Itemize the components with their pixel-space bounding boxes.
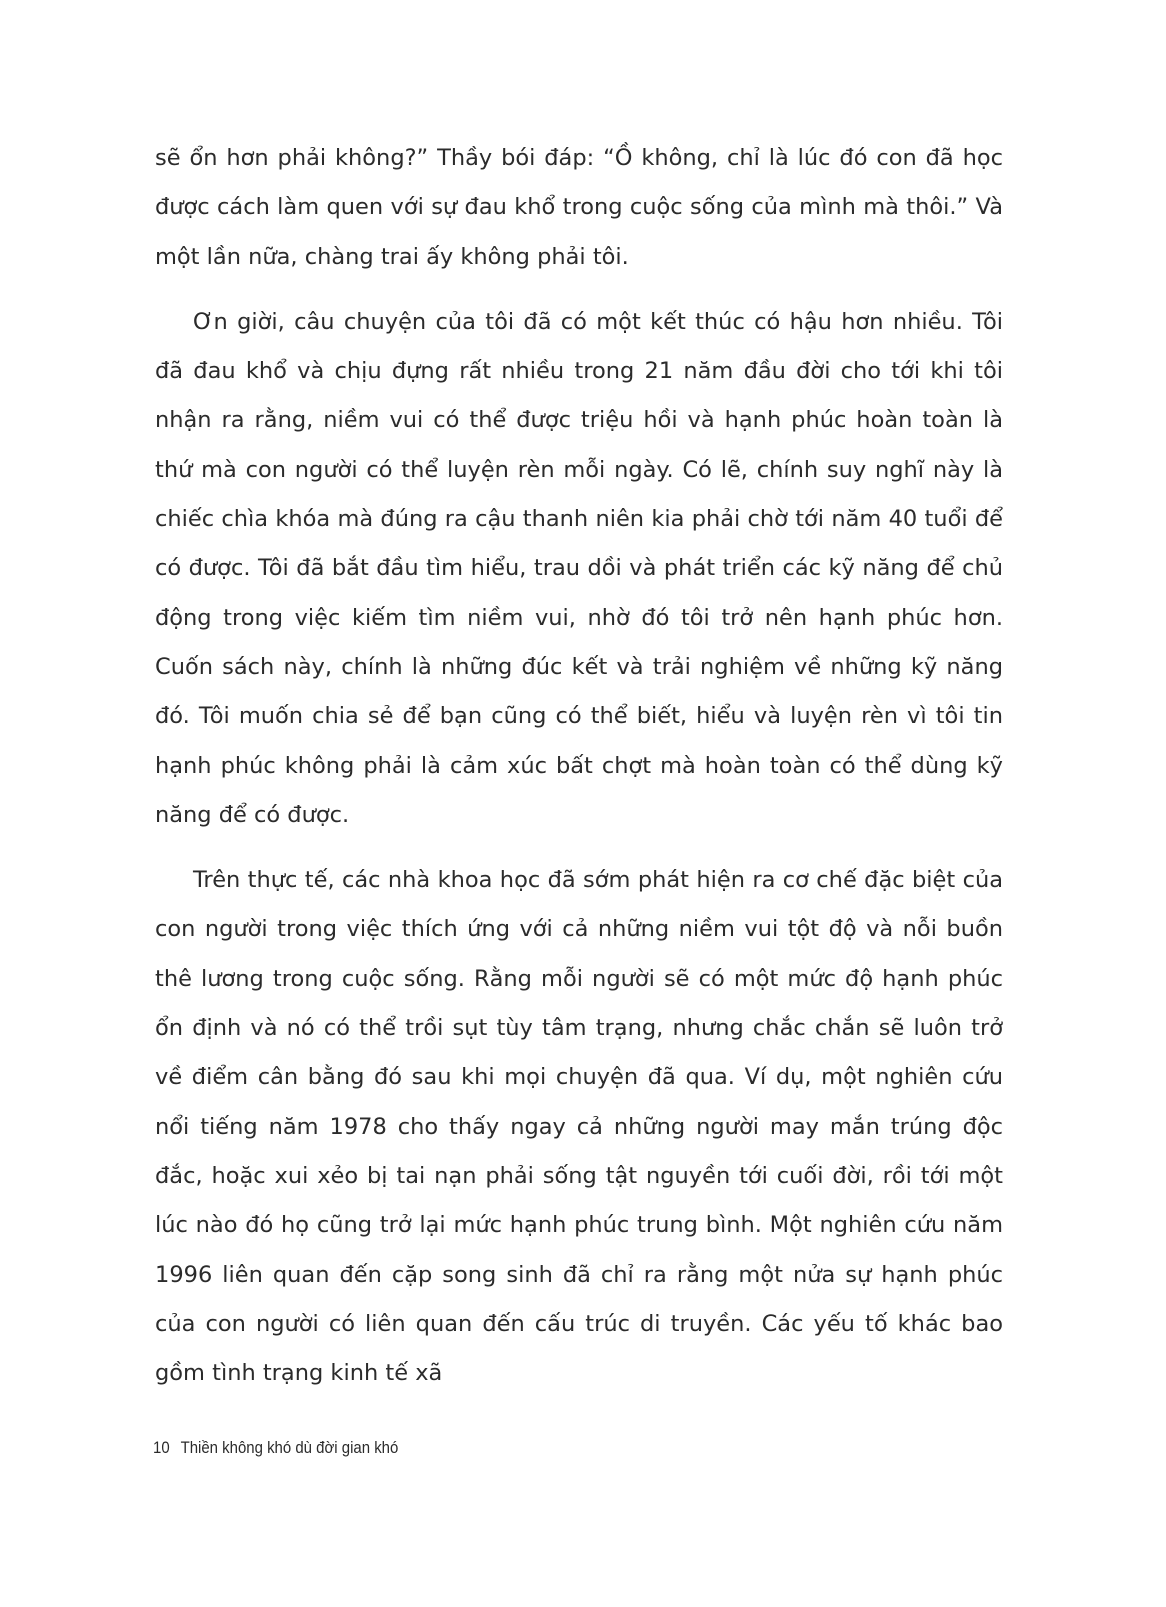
body-text: [155, 134, 1003, 1398]
page-footer: [153, 1438, 398, 1458]
paragraph: Trên thực tế, các nhà khoa học đã sớm phát hiện ra cơ chế đặc biệt của con người trong việc thích ứng với cả những niềm vui tột độ và nỗi buồn thê lương trong cuộc sống. Rằng mỗi người sẽ có một mức độ hạnh phúc ổn định và nó có thể trồi sụt tùy tâm trạng, nhưng chắc chắn sẽ luôn trở về điểm cân bằng đó sau khi mọi chuyện đã qua. Ví dụ, một nghiên cứu nổi tiếng năm 1978 cho thấy ngay cả những người may mắn trúng độc đắc, hoặc xui xẻo bị tai nạn phải sống tật nguyền tới cuối đời, rồi tới một lúc nào đó họ cũng trở lại mức hạnh phúc trung bình. Một nghiên cứu năm 1996 liên quan đến cặp song sinh đã chỉ ra rằng một nửa sự hạnh phúc của con người có liên quan đến cấu trúc di truyền. Các yếu tố khác bao gồm tình trạng kinh tế xã: [155, 867, 1003, 1387]
page-number: 10: [153, 1438, 170, 1457]
book-title: Thiền không khó dù đời gian khó: [180, 1438, 399, 1457]
paragraph-continuation: sẽ ổn hơn phải không?” Thầy bói đáp: “Ồ không, chỉ là lúc đó con đã học được cách làm quen với sự đau khổ trong cuộc sống của mình mà thôi.” Và một lần nữa, chàng trai ấy không phải tôi.: [155, 145, 1003, 270]
paragraph: Ơn giời, câu chuyện của tôi đã có một kết thúc có hậu hơn nhiều. Tôi đã đau khổ và chịu đựng rất nhiều trong 21 năm đầu đời cho tới khi tôi nhận ra rằng, niềm vui có thể được triệu hồi và hạnh phúc hoàn toàn là thứ mà con người có thể luyện rèn mỗi ngày. Có lẽ, chính suy nghĩ này là chiếc chìa khóa mà đúng ra cậu thanh niên kia phải chờ tới năm 40 tuổi để có được. Tôi đã bắt đầu tìm hiểu, trau dồi và phát triển các kỹ năng để chủ động trong việc kiếm tìm niềm vui, nhờ đó tôi trở nên hạnh phúc hơn. Cuốn sách này, chính là những đúc kết và trải nghiệm về những kỹ năng đó. Tôi muốn chia sẻ để bạn cũng có thể biết, hiểu và luyện rèn vì tôi tin hạnh phúc không phải là cảm xúc bất chợt mà hoàn toàn có thể dùng kỹ năng để có được.: [155, 308, 1003, 828]
